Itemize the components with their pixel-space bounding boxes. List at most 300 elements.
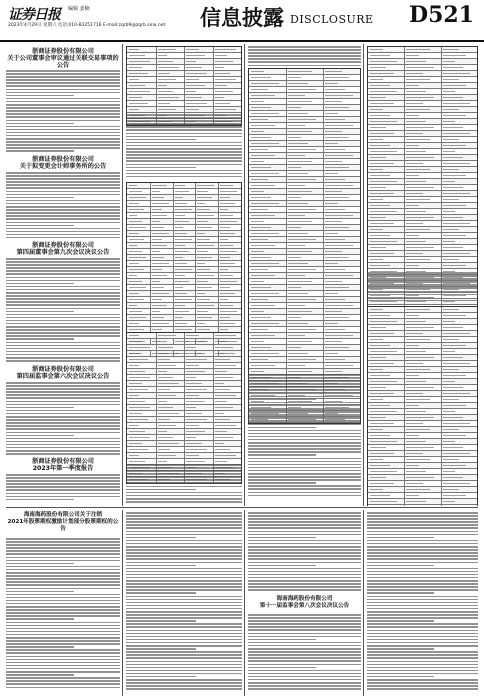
body-text-line: [126, 614, 242, 616]
table-cell: [443, 483, 470, 485]
body-text-line: [126, 527, 242, 529]
body-text-line: [126, 531, 242, 533]
column-2: [126, 44, 242, 506]
table-cell: [443, 315, 467, 317]
table-cell: [152, 281, 160, 283]
body-text-line: [126, 540, 242, 542]
table-cell: [406, 369, 430, 371]
table-cell: [215, 85, 228, 87]
table-cell: [158, 55, 168, 57]
table-cell: [443, 175, 467, 177]
table-cell: [175, 263, 188, 265]
table-cell: [288, 257, 301, 259]
body-text-line: [6, 401, 120, 403]
table-cell: [220, 191, 237, 193]
table-cell: [443, 145, 467, 147]
table-cell: [443, 247, 463, 249]
body-text-line: [367, 549, 478, 551]
body-text-line: [6, 477, 120, 479]
table-cell: [406, 489, 430, 491]
table-cell: [152, 191, 160, 193]
body-text-line: [6, 231, 120, 233]
body-text-line: [367, 555, 478, 557]
table-cell: [370, 193, 394, 195]
body-text-line: [6, 194, 120, 196]
table-cell: [406, 187, 433, 189]
body-text-line: [248, 673, 361, 675]
body-text-line: [6, 129, 120, 131]
body-text-line: [6, 95, 74, 97]
table-cell: [406, 399, 430, 401]
table-cell: [197, 269, 210, 271]
table-cell: [443, 399, 459, 401]
body-text-line: [126, 489, 196, 491]
body-text-line: [6, 652, 120, 654]
column-divider: [363, 510, 364, 696]
notice-heading: [6, 48, 120, 69]
body-text-line: [367, 605, 478, 607]
table-cell: [220, 281, 237, 283]
table-cell: [175, 239, 192, 241]
body-text-line: [6, 317, 120, 319]
body-text-line: [6, 79, 120, 81]
body-text-line: [126, 580, 242, 582]
body-text-line: [6, 665, 120, 667]
table-cell: [288, 359, 316, 361]
table-cell: [175, 203, 188, 205]
table-cell: [220, 245, 233, 247]
table-cell: [220, 287, 230, 289]
body-text-line: [248, 445, 361, 447]
body-text-line: [248, 448, 361, 450]
table-cell: [443, 501, 456, 503]
body-text-line: [6, 120, 120, 122]
body-text-line: [6, 680, 120, 682]
body-text-line: [6, 444, 120, 446]
table-cell: [325, 257, 349, 259]
table-cell: [251, 149, 268, 151]
table-cell: [406, 115, 419, 117]
body-text-line: [248, 645, 361, 647]
table-cell: [325, 251, 342, 253]
table-cell: [406, 193, 422, 195]
body-text-line: [126, 571, 242, 573]
table-cell: [129, 293, 139, 295]
table-cell: [158, 347, 174, 349]
table-cell: [152, 299, 162, 301]
table-cell: [175, 227, 183, 229]
table-cell: [370, 405, 390, 407]
table-cell: [370, 223, 394, 225]
table-cell: [186, 85, 205, 87]
body-text-line: [367, 620, 434, 622]
body-text-line: [248, 614, 361, 616]
body-text-line: [367, 636, 478, 638]
body-text-line: [6, 292, 120, 294]
body-text-line: [126, 685, 242, 687]
body-text-line: [6, 572, 120, 574]
table-cell: [158, 461, 168, 463]
body-text-line: [248, 518, 361, 520]
body-text-line: [6, 357, 120, 359]
body-text-line: [6, 489, 120, 491]
table-cell: [251, 311, 264, 313]
table-cell: [406, 405, 419, 407]
table-cell: [215, 359, 231, 361]
table-cell: [370, 333, 394, 335]
column-divider: [363, 44, 364, 506]
body-text-line: [6, 351, 120, 353]
table-cell: [288, 227, 301, 229]
table-cell: [325, 245, 353, 247]
table-cell: [370, 109, 383, 111]
table-cell: [288, 245, 305, 247]
body-text-line: [367, 654, 478, 656]
body-text-line: [248, 458, 361, 460]
table-cell: [406, 145, 419, 147]
body-text-line: [367, 645, 478, 647]
table-cell: [443, 115, 467, 117]
column-divider: [244, 510, 245, 696]
table-cell: [288, 275, 305, 277]
table-cell: [175, 251, 190, 253]
notice-subtitle: 关于公司董事会审议通过关联交易事项的公告: [7, 55, 119, 69]
table-cell: [251, 275, 275, 277]
table-cell: [406, 423, 422, 425]
table-cell: [215, 383, 225, 385]
body-text-line: [126, 651, 242, 653]
table-cell: [288, 287, 301, 289]
table-cell: [443, 459, 459, 461]
table-cell: [158, 455, 177, 457]
table-cell: [215, 73, 231, 75]
body-text-line: [6, 338, 74, 340]
body-text-line: [248, 485, 361, 487]
column-divider: [122, 44, 123, 506]
table-cell: [215, 353, 225, 355]
table-cell: [158, 103, 171, 105]
table-cell: [251, 317, 271, 319]
notice-heading: [6, 512, 120, 533]
body-text-line: [126, 639, 242, 641]
table-cell: [129, 365, 139, 367]
table-cell: [325, 203, 338, 205]
table-cell: [370, 103, 394, 105]
body-text-line: [367, 617, 478, 619]
table-cell: [406, 73, 422, 75]
body-text-line: [248, 405, 361, 407]
body-text-line: [248, 639, 316, 641]
table-cell: [443, 73, 470, 75]
body-text-line: [248, 546, 361, 548]
table-cell: [152, 263, 169, 265]
table-cell: [158, 371, 168, 373]
table-cell: [325, 233, 338, 235]
body-text-line: [6, 407, 74, 409]
table-cell: [370, 79, 383, 81]
body-text-line: [6, 382, 120, 384]
table-cell: [129, 209, 144, 211]
body-text-line: [367, 592, 434, 594]
body-text-line: [6, 270, 120, 272]
body-text-line: [6, 89, 120, 91]
body-text-line: [126, 626, 242, 628]
table-cell: [325, 173, 338, 175]
table-cell: [325, 149, 345, 151]
table-cell: [288, 335, 305, 337]
body-text-line: [6, 311, 74, 313]
table-cell: [129, 461, 145, 463]
data-table: [126, 332, 242, 484]
body-text-line: [367, 676, 434, 678]
body-text-line: [6, 486, 120, 488]
table-cell: [370, 339, 383, 341]
body-text-line: [126, 546, 242, 548]
table-cell: [158, 365, 177, 367]
body-text-line: [126, 114, 242, 116]
table-cell: [152, 209, 162, 211]
table-cell: [370, 61, 397, 63]
table-cell: [370, 453, 394, 455]
body-text-line: [367, 599, 478, 601]
table-cell: [220, 269, 228, 271]
body-text-line: [367, 515, 478, 517]
table-cell: [288, 119, 316, 121]
body-text-line: [248, 464, 361, 466]
body-text-line: [6, 643, 120, 645]
table-cell: [215, 97, 225, 99]
table-cell: [288, 203, 308, 205]
body-text-line: [367, 287, 478, 289]
table-cell: [129, 407, 150, 409]
body-text-line: [126, 543, 242, 545]
table-cell: [158, 49, 177, 51]
body-text-line: [6, 646, 74, 648]
body-text-line: [248, 473, 361, 475]
table-cell: [186, 55, 205, 57]
table-cell: [186, 377, 196, 379]
body-text-line: [6, 323, 120, 325]
body-text-line: [6, 329, 120, 331]
body-text-line: [6, 656, 120, 658]
body-text-line: [126, 176, 242, 178]
table-cell: [186, 353, 202, 355]
table-cell: [288, 269, 316, 271]
table-cell: [406, 483, 422, 485]
table-cell: [175, 323, 188, 325]
body-text-line: [6, 172, 120, 174]
body-text-line: [248, 380, 361, 382]
table-cell: [443, 49, 459, 51]
table-cell: [370, 67, 386, 69]
body-text-line: [6, 603, 120, 605]
table-cell: [197, 329, 210, 331]
table-cell: [220, 329, 228, 331]
table-cell: [406, 477, 433, 479]
table-cell: [406, 453, 422, 455]
body-text-line: [126, 617, 242, 619]
notice-subtitle: 第十一届监事会第八次会议决议公告: [259, 603, 350, 609]
body-text-line: [6, 606, 120, 608]
table-cell: [443, 321, 456, 323]
body-text-line: [248, 586, 361, 588]
table-cell: [288, 191, 312, 193]
table-cell: [215, 365, 236, 367]
body-text-line: [6, 203, 120, 205]
body-text-line: [126, 498, 242, 500]
table-cell: [288, 155, 305, 157]
body-text-line: [367, 558, 478, 560]
table-cell: [406, 175, 419, 177]
table-cell: [175, 287, 183, 289]
table-cell: [370, 247, 386, 249]
body-text-line: [248, 636, 361, 638]
body-text-line: [248, 396, 361, 398]
body-text-line: [248, 52, 361, 54]
table-cell: [129, 257, 146, 259]
table-cell: [251, 347, 271, 349]
table-cell: [251, 221, 264, 223]
table-cell: [325, 215, 353, 217]
table-cell: [406, 501, 426, 503]
table-cell: [370, 495, 390, 497]
table-cell: [129, 275, 137, 277]
table-cell: [197, 305, 214, 307]
table-cell: [370, 351, 397, 353]
body-text-line: [248, 620, 361, 622]
table-cell: [406, 265, 419, 267]
body-text-line: [126, 574, 242, 576]
table-cell: [129, 79, 139, 81]
table-cell: [370, 489, 383, 491]
table-cell: [220, 257, 230, 259]
body-text-line: [126, 620, 196, 622]
table-cell: [251, 95, 275, 97]
table-cell: [288, 143, 308, 145]
body-text-line: [248, 583, 361, 585]
table-cell: [288, 233, 308, 235]
table-cell: [406, 363, 422, 365]
body-text-line: [126, 602, 242, 604]
table-cell: [325, 119, 345, 121]
table-cell: [220, 317, 230, 319]
table-cell: [186, 97, 202, 99]
body-text-line: [6, 550, 120, 552]
table-cell: [370, 265, 390, 267]
table-cell: [406, 471, 426, 473]
table-cell: [406, 315, 419, 317]
bottom-column-4: [367, 510, 478, 696]
body-text-line: [6, 640, 120, 642]
table-cell: [370, 169, 383, 171]
table-cell: [129, 103, 148, 105]
body-text-line: [126, 154, 242, 156]
body-text-line: [126, 133, 242, 135]
table-cell: [406, 121, 426, 123]
table-cell: [443, 417, 463, 419]
table-cell: [152, 329, 162, 331]
table-cell: [443, 133, 470, 135]
table-cell: [443, 193, 470, 195]
table-cell: [251, 263, 279, 265]
body-text-line: [126, 464, 242, 466]
table-cell: [197, 323, 205, 325]
body-text-line: [367, 543, 478, 545]
body-text-line: [6, 267, 120, 269]
body-text-line: [367, 565, 434, 567]
table-cell: [129, 299, 144, 301]
body-text-line: [126, 583, 242, 585]
body-text-line: [126, 555, 242, 557]
body-text-line: [248, 552, 361, 554]
table-cell: [215, 61, 234, 63]
table-cell: [370, 309, 383, 311]
table-cell: [406, 339, 430, 341]
table-cell: [158, 419, 171, 421]
table-cell: [158, 61, 174, 63]
table-cell: [288, 89, 316, 91]
body-text-line: [6, 178, 120, 180]
table-cell: [251, 257, 271, 259]
body-text-line: [6, 308, 120, 310]
table-cell: [370, 97, 386, 99]
table-cell: [370, 357, 386, 359]
table-cell: [443, 351, 456, 353]
table-cell: [443, 127, 463, 129]
notice-heading: [248, 596, 361, 610]
table-cell: [443, 121, 456, 123]
table-cell: [370, 381, 397, 383]
table-cell: [152, 203, 169, 205]
body-text-line: [6, 237, 120, 239]
table-cell: [129, 311, 142, 313]
body-text-line: [367, 661, 478, 663]
table-cell: [443, 265, 467, 267]
table-cell: [406, 217, 433, 219]
body-text-line: [248, 424, 361, 426]
table-cell: [215, 347, 234, 349]
table-cell: [443, 477, 463, 479]
body-text-line: [248, 568, 361, 570]
table-cell: [251, 155, 275, 157]
table-cell: [288, 209, 316, 211]
body-text-line: [126, 673, 242, 675]
table-cell: [197, 251, 207, 253]
body-text-line: [248, 46, 361, 48]
body-text-line: [367, 272, 478, 274]
table-cell: [406, 327, 433, 329]
table-cell: [215, 91, 234, 93]
body-text-line: [367, 670, 478, 672]
body-text-line: [248, 679, 361, 681]
body-text-line: [6, 594, 120, 596]
body-text-line: [6, 659, 120, 661]
table-cell: [370, 187, 386, 189]
body-text-line: [248, 479, 361, 481]
body-text-line: [6, 597, 120, 599]
table-cell: [325, 329, 345, 331]
table-cell: [186, 461, 205, 463]
table-cell: [129, 359, 148, 361]
table-cell: [175, 245, 185, 247]
body-text-line: [6, 428, 120, 430]
table-cell: [370, 399, 383, 401]
table-cell: [251, 125, 275, 127]
body-text-line: [6, 419, 120, 421]
body-text-line: [248, 451, 361, 453]
table-cell: [215, 341, 228, 343]
table-cell: [152, 215, 167, 217]
